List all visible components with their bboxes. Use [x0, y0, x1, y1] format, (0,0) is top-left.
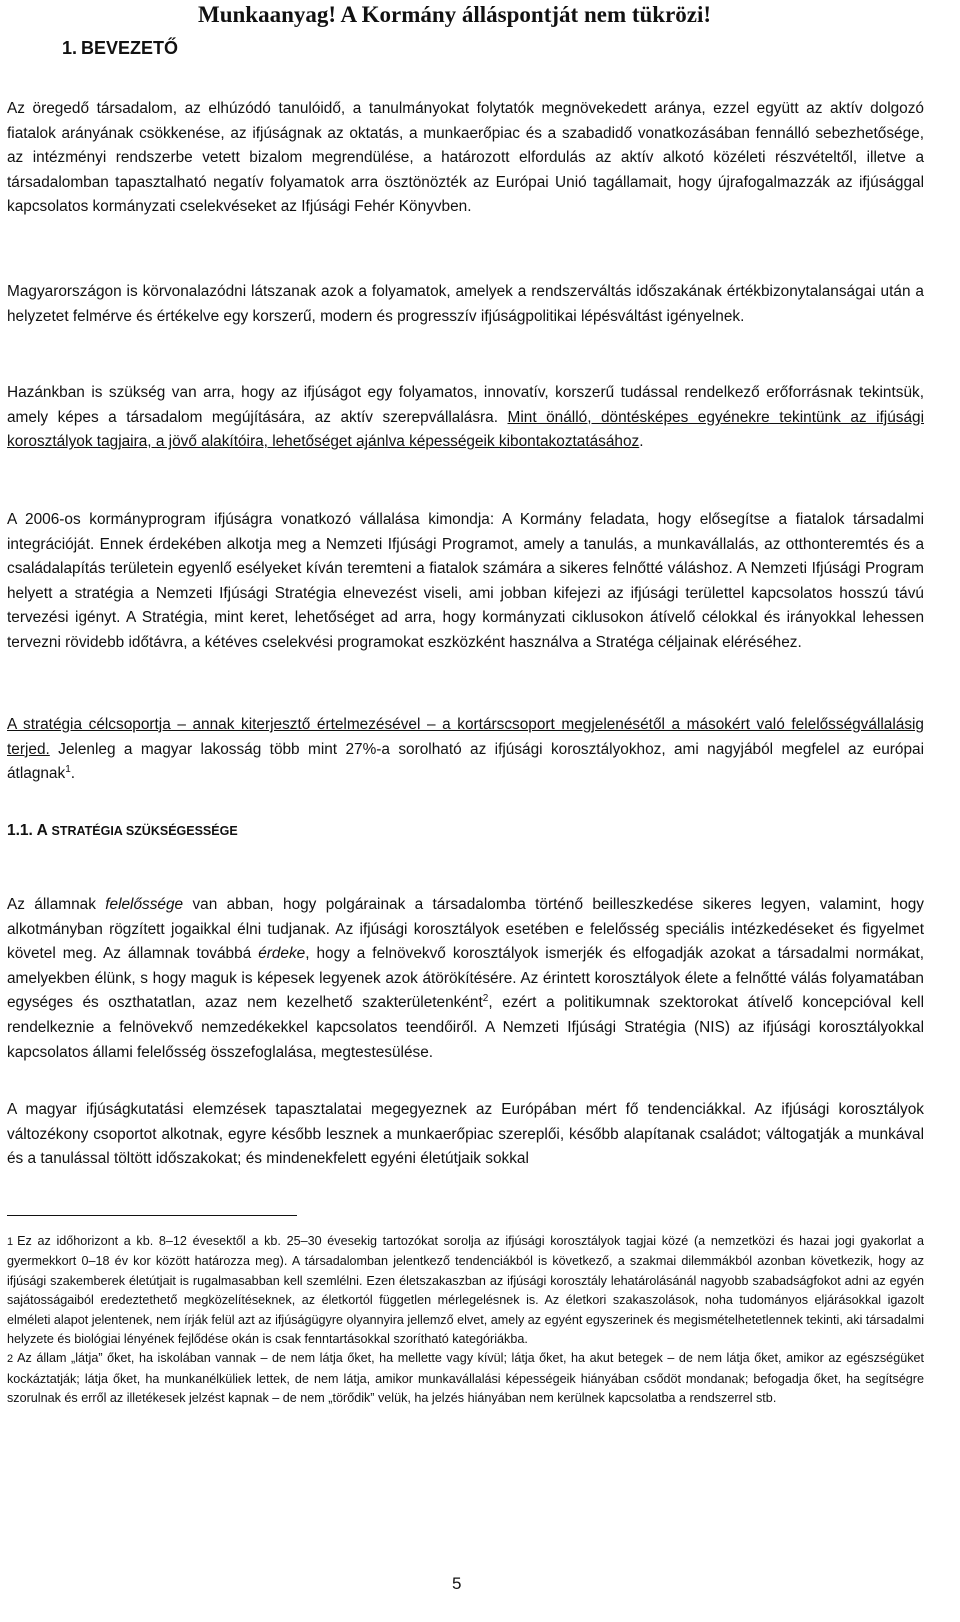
paragraph-5-end: . [70, 765, 76, 783]
footnote-ref-2[interactable]: 2 [482, 993, 489, 1005]
paragraph-3-text: Hazánkban is szükség van arra, hogy az ifjúságot egy folyamatos, innovatív, korszerű tudással rendelkező erőforrásnak tekintsük, amely képes a társadalom megújítására, az aktív szerepvállalásra. [7, 384, 924, 426]
paragraph-6-text-d: , ezért a politikumnak szektorokat átívelő koncepcióval kell rendelkeznie a felnövekvő nemzedékekkel kapcsolatos teendőiről. A Nemzeti Ifjúsági Stratégia (NIS) az ifjúsági korosztályokkal kapcsolatos állami felelősség összefoglalása, megtestesülése. [7, 994, 925, 1061]
footnote-1 [7, 1232, 924, 1349]
page-number: 5 [452, 1574, 462, 1593]
paragraph-5-text: Jelenleg a magyar lakosság több mint 27%-a sorolható az ifjúsági korosztályokhoz, ami nagyjából megfelel az európai átlagnak [7, 740, 924, 783]
paragraph-4: A 2006-os kormányprogram ifjúságra vonatkozó vállalása kimondja: A Kormány feladata, hogy elősegítse a fiatalok társadalmi integrációját. Ennek érdekében alkotja meg a Nemzeti Ifjúsági Programot, amely a tanulás, a munkavállalás, az otthonteremtés és a családalapítás területein egyenlő esélyeket kíván teremteni a fiatalok számára a sikeres felnőtté váláshoz. A Nemzeti Ifjúsági Program helyett a stratégia a Nemzeti Ifjúsági Stratégia elnevezést viseli, ami jobban kifejezi az ifjúsági területtel kapcsolatos hosszú távú tervezési igényt. A Stratégia, mint keret, lehetőséget ad arra, hogy kormányzati ciklusokon átívelő célokkal és irányokkal lehessen tervezni rövidebb időtávra, a kétéves cselekvési programokat eszközként használva a Stratéga céljainak eléréséhez. [7, 511, 924, 651]
footnote-1-number: 1 [7, 1236, 14, 1248]
section-heading [7, 822, 238, 840]
section-number: 1.1. [7, 822, 33, 839]
chapter-heading [62, 38, 182, 59]
paragraph-6-italic-b: érdeke [258, 945, 306, 963]
chapter-title: BEVEZETŐ [81, 38, 179, 58]
footnote-2-text: Az állam „látja” őket, ha iskolában vannak – de nem látja őket, ha mellette vagy kívül; látja őket, ha akut betegek – de nem látja őket, amikor az egészségüket kockáztatják; látja őket, ha munkanélküliek lettek, de nem látja, amikor munkavállalási képességeik hiányában csődöt mondanak; befogadja őket, ha segítségre szorulnak és erről az illetékesek jelzést kapnak – de nem „törődik” velük, ha jelzés hiányában nem kerülnek kapcsolatba a rendszerrel stb. [7, 1351, 924, 1406]
section-title-first: A [36, 822, 48, 839]
paragraph-3-underlined: Mint önálló, döntésképes egyénekre tekintünk az ifjúsági korosztályok tagjaira, a jövő alakítóira, lehetőséget ajánlva képességeik kibontakoztatásához [7, 408, 925, 451]
paragraph-6-text-b: van abban, hogy polgárainak a társadalomba történő beilleszkedése sikeres legyen, valamint, hogy alkotmányban rögzített jogaikkal élni tudjanak. Az ifjúsági korosztályok esetében e felelősség speciális intézkedéseket és figyelmet követel meg. Az államnak továbbá [7, 896, 925, 963]
section-title: STRATÉGIA SZÜKSÉGESSÉGE [51, 824, 238, 838]
paragraph-5 [7, 713, 924, 787]
paragraph-2: Magyarországon is körvonalazódni látszanak azok a folyamatok, amelyek a rendszerváltás időszakának értékbizonytalanságai után a helyzetet felmérve és értékelve egy korszerű, modern és progresszív ifjúságpolitikai lépésváltást igényelnek. [7, 283, 924, 325]
footnote-2 [7, 1349, 924, 1408]
paragraph-6 [7, 893, 924, 1065]
chapter-number: 1. [62, 38, 78, 58]
paragraph-7: A magyar ifjúságkutatási elemzések tapasztalatai megegyeznek az Európában mért fő tendenciákkal. Az ifjúsági korosztályok változékony csoportot alkotnak, egyre később lesznek a munkaerőpiac szereplői, később alapítanak családot; váltogatják a munkával és a tanulással töltött időszakokat; és mindenekfelett egyéni életútjaik sokkal [7, 1101, 924, 1168]
footnote-1-text: Ez az időhorizont a kb. 8–12 évesektől a kb. 25–30 évesekig tartozókat sorolja az ifjúsági korosztályok tagjai közé (a nemzetközi és hazai jogi gyakorlat a gyermekkort 0–18 év kor között határozza meg). A társadalomban jelentkező tendenciákból is következő, a szakmai dilemmákból azonban következik, hogy az ifjúsági szakemberek életútjait is rugalmasabban kell szemlélni. Ezen életszakaszban az ifjúsági korosztály lehatárolásánál nagyobb szabadságfokot adni az egyén sajátosságaiból eredeztethető megközelítéseknek, az életkortól független mérlegelésnek is. Az életkori szakaszolások, noha tudományos eljárásokkal igazolt elméleti alapot jelentenek, nem írják felül azt az ifjúságügyre olyannyira jellemző elvet, amely az egyént egyszerinek és megismételhetetlennek tekinti, aki társadalmi helyzete és biológiai lényének fejlődése okán is csak fenntartásokkal szorítható kategóriákba. [7, 1234, 925, 1347]
footnotes [7, 1232, 924, 1409]
paragraph-1: Az öregedő társadalom, az elhúzódó tanulóidő, a tanulmányokat folytatók megnövekedett aránya, ezzel együtt az aktív dolgozó fiatalok arányának csökkenése, az ifjúságnak az oktatás, a munkaerőpiac és a szabadidő vonatkozásában fennálló sebezhetősége, az intézményi rendszerbe vetett bizalom megrendülése, a határozott elfordulás az aktív alkotó közéleti részvételtől, illetve a társadalomban tapasztalható negatív folyamatok arra ösztönözték az Európai Unió tagállamait, hogy újrafogalmazzák az ifjúsággal kapcsolatos kormányzati cselekvéseket az Ifjúsági Fehér Könyvben. [7, 100, 924, 216]
footnote-ref-1[interactable]: 1 [65, 764, 71, 776]
paragraph-3-end: . [639, 433, 644, 451]
paragraph-3 [7, 381, 924, 455]
paragraph-5-underlined: A stratégia célcsoportja – annak kiterjesztő értelmezésével – a kortárscsoport megjelenésétől a másokért való felelősségvállalásig terjed. [7, 716, 924, 758]
paragraph-6-italic-a: felelőssége [105, 896, 184, 913]
paragraph-6-text-a: Az államnak [7, 896, 106, 913]
footnote-2-number: 2 [7, 1353, 14, 1366]
paragraph-6-text-c: , hogy a felnövekvő korosztályok ismerjék és elfogadják azokat a társadalmi normákat, amelyekben élünk, s hogy maguk is képesek legyenek azok átörökítésére. Az érintett korosztályok élete a felnőtté válás folyamatában egységes és oszthatatlan, azaz nem kezelhető szakterületenként [7, 945, 925, 1012]
footnote-divider [7, 1215, 297, 1216]
watermark-notice: Munkaanyag! A Kormány álláspontját nem tükrözi! [198, 2, 712, 27]
